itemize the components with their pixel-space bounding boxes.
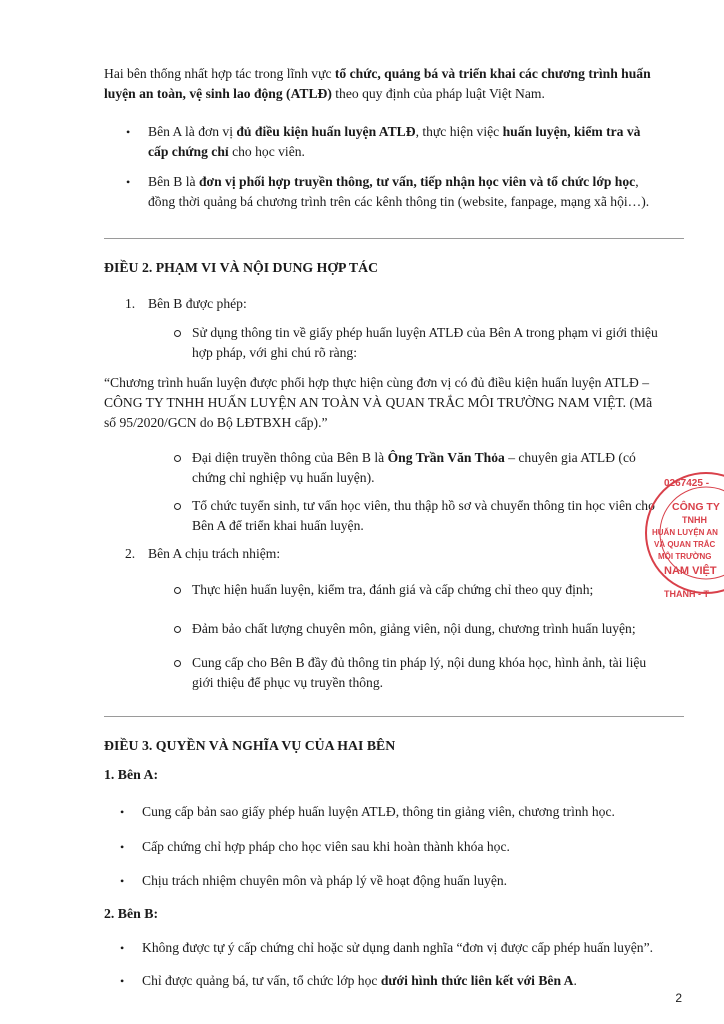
party-a-item: Cung cấp bản sao giấy phép huấn luyện ATLĐ, thông tin giảng viên, chương trình học.: [142, 804, 615, 819]
svg-text:MÔI TRƯỜNG: MÔI TRƯỜNG: [658, 552, 712, 561]
svg-text:HUẤN LUYỆN AN: HUẤN LUYỆN AN: [652, 528, 718, 537]
intro-bullet-b-line-2: đồng thời quảng bá chương trình trên các kênh thông tin (website, fanpage, mạng xã hội…).: [148, 194, 650, 209]
article-2-sub-2-line-2: chứng chỉ nghiệp vụ huấn luyện).: [192, 470, 375, 485]
bullet-icon: •: [126, 125, 131, 139]
party-a-item: Cấp chứng chỉ hợp pháp cho học viên sau khi hoàn thành khóa học.: [142, 839, 510, 854]
intro-line-1: Hai bên thống nhất hợp tác trong lĩnh vực tổ chức, quảng bá và triển khai các chương trình huấn: [104, 66, 651, 81]
intro-bullet-b-line-1: Bên B là đơn vị phối hợp truyền thông, tư vấn, tiếp nhận học viên và tổ chức lớp học,: [148, 174, 639, 189]
article-2-sub-3-line-1: Tổ chức tuyển sinh, tư vấn học viên, thu thập hồ sơ và chuyển thông tin học viên cho: [192, 498, 655, 513]
circle-bullet-icon: [174, 330, 181, 337]
article-2-sub-1-line-2: hợp pháp, với ghi chú rõ ràng:: [192, 345, 358, 360]
quote-line-2: CÔNG TY TNHH HUẤN LUYỆN AN TOÀN VÀ QUAN TRẮC MÔI TRƯỜNG NAM VIỆT. (Mã: [104, 395, 653, 410]
svg-text:0267425 -: 0267425 -: [664, 478, 710, 489]
party-b-heading: 2. Bên B:: [104, 906, 159, 921]
article-2-item-2: Bên A chịu trách nhiệm:: [148, 546, 281, 561]
article-2-sub-4: Thực hiện huấn luyện, kiểm tra, đánh giá và cấp chứng chỉ theo quy định;: [192, 582, 594, 597]
article-2-sub-3-line-2: Bên A để triển khai huấn luyện.: [192, 518, 364, 533]
divider: [104, 716, 684, 717]
article-3-heading: ĐIỀU 3. QUYỀN VÀ NGHĨA VỤ CỦA HAI BÊN: [104, 738, 396, 753]
article-2-sub-2-line-1: Đại diện truyền thông của Bên B là Ông Trần Văn Thỏa – chuyên gia ATLĐ (có: [192, 450, 636, 465]
list-number: 1.: [125, 296, 136, 311]
company-seal: [642, 463, 724, 603]
circle-bullet-icon: [174, 626, 181, 633]
article-2-sub-1-line-1: Sử dụng thông tin về giấy phép huấn luyện ATLĐ của Bên A trong phạm vi giới thiệu: [192, 325, 658, 340]
party-b-item-1: Không được tự ý cấp chứng chỉ hoặc sử dụng danh nghĩa “đơn vị được cấp phép huấn luyện”.: [142, 940, 654, 955]
bullet-icon: •: [120, 840, 125, 854]
article-2-sub-5: Đảm bảo chất lượng chuyên môn, giảng viên, nội dung, chương trình huấn luyện;: [192, 621, 636, 636]
svg-text:VÀ QUAN TRẮC: VÀ QUAN TRẮC: [654, 540, 716, 549]
circle-bullet-icon: [174, 660, 181, 667]
bullet-icon: •: [120, 974, 125, 988]
svg-text:THANH - T: THANH - T: [664, 589, 709, 599]
bullet-icon: •: [120, 874, 125, 888]
divider: [104, 238, 684, 239]
intro-bullet-a-line-2: cấp chứng chỉ cho học viên.: [148, 144, 305, 159]
svg-text:NAM VIỆT: NAM VIỆT: [664, 565, 717, 577]
list-number: 2.: [125, 546, 136, 561]
page-number: 2: [675, 991, 682, 1005]
bullet-icon: •: [120, 805, 125, 819]
bullet-icon: •: [120, 941, 125, 955]
party-a-heading: 1. Bên A:: [104, 767, 159, 782]
bullet-icon: •: [126, 175, 131, 189]
article-2-sub-6-line-1: Cung cấp cho Bên B đầy đủ thông tin pháp lý, nội dung khóa học, hình ảnh, tài liệu: [192, 655, 647, 670]
intro-line-2: luyện an toàn, vệ sinh lao động (ATLĐ) theo quy định của pháp luật Việt Nam.: [104, 86, 545, 101]
company-seal-graphic: [642, 463, 724, 603]
circle-bullet-icon: [174, 455, 181, 462]
party-a-item: Chịu trách nhiệm chuyên môn và pháp lý về hoạt động huấn luyện.: [142, 873, 508, 888]
article-2-item-1: Bên B được phép:: [148, 296, 247, 311]
circle-bullet-icon: [174, 587, 181, 594]
svg-text:TNHH: TNHH: [682, 515, 707, 525]
party-b-item-2: Chỉ được quảng bá, tư vấn, tổ chức lớp học dưới hình thức liên kết với Bên A.: [142, 973, 577, 988]
article-2-sub-6-line-2: giới thiệu để phục vụ truyền thông.: [192, 675, 384, 690]
article-2-heading: ĐIỀU 2. PHẠM VI VÀ NỘI DUNG HỢP TÁC: [104, 260, 379, 275]
quote-line-1: “Chương trình huấn luyện được phối hợp thực hiện cùng đơn vị có đủ điều kiện huấn luyện ATLĐ –: [104, 375, 650, 390]
quote-line-3: số 95/2020/GCN do Bộ LĐTBXH cấp).”: [104, 415, 328, 430]
circle-bullet-icon: [174, 503, 181, 510]
svg-text:CÔNG TY: CÔNG TY: [672, 501, 720, 513]
intro-bullet-a-line-1: Bên A là đơn vị đủ điều kiện huấn luyện ATLĐ, thực hiện việc huấn luyện, kiểm tra và: [148, 124, 641, 139]
